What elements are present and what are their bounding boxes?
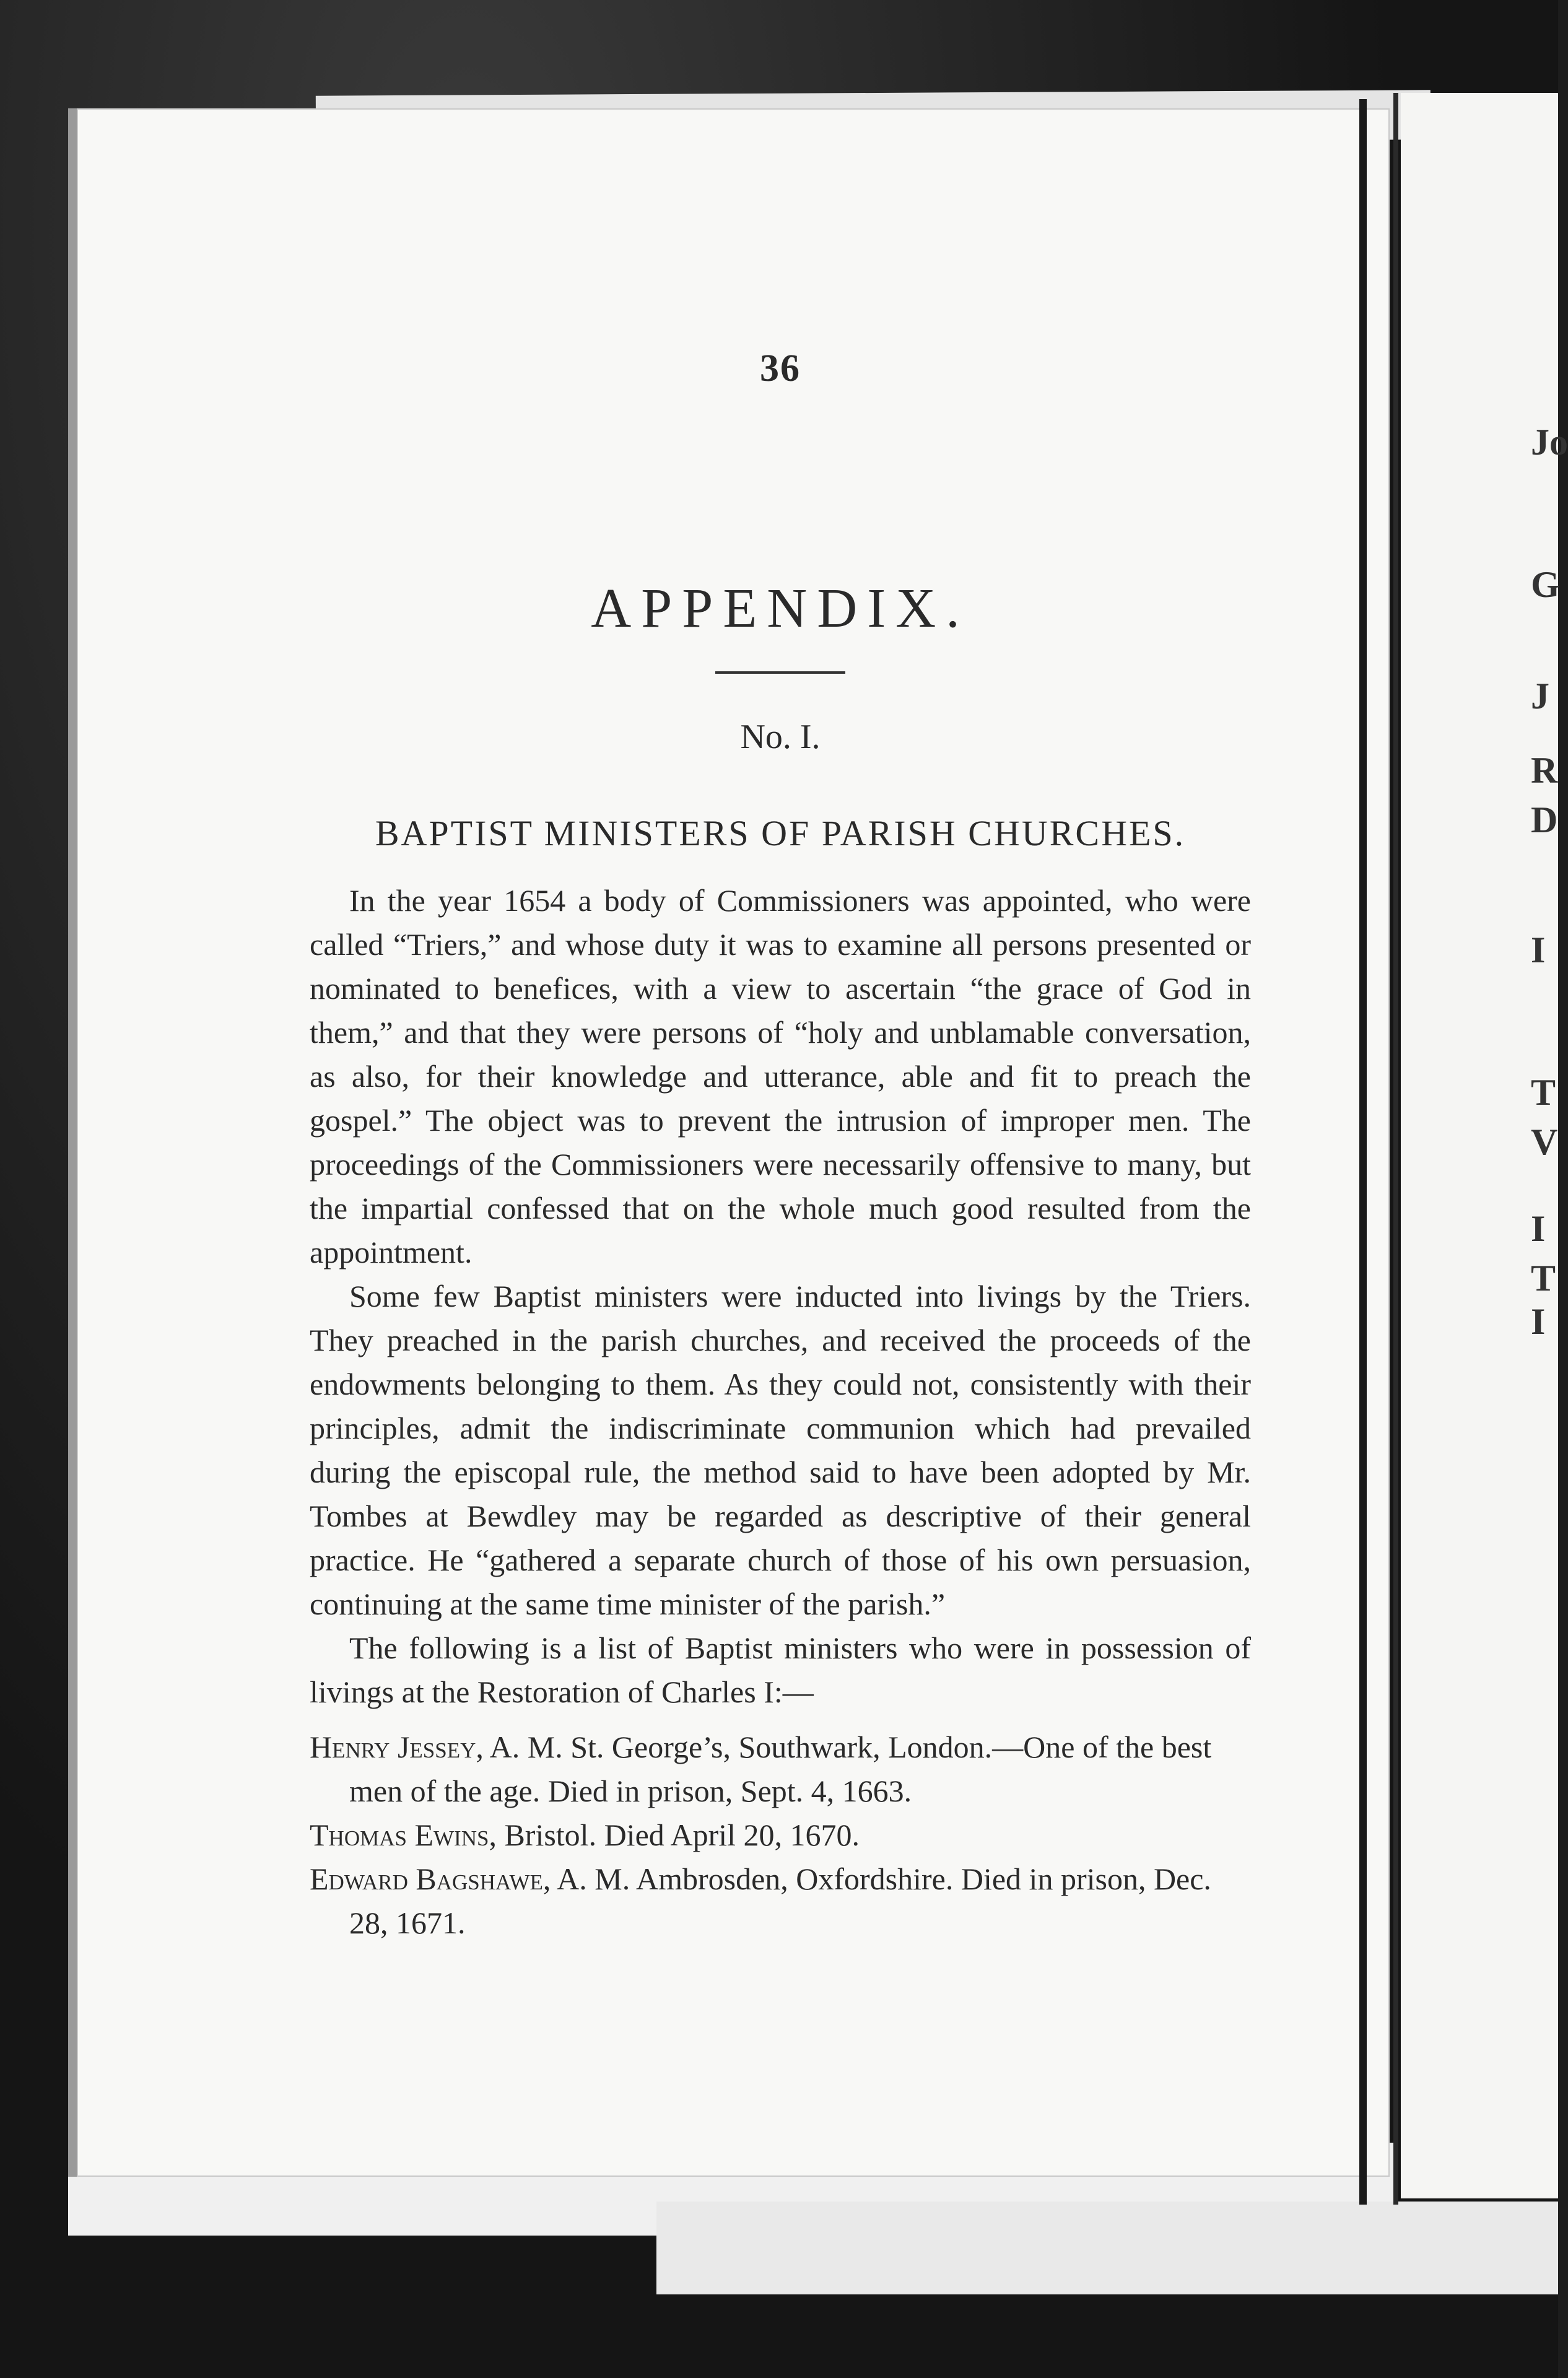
paragraph-baptist-ministers: Some few Baptist ministers were inducted into livings by the Triers. They preached in the parish churches, and received the proceeds of the endowments belonging to them. As they could not, consistently with their principles, admit the indiscriminate communion which had prevailed during the episcopal rule, the method said to have been adopted by Mr. Tombes at Bewdley may be regarded as descriptive of their general practice. He “gathered a separate church of those of his own persuasion, continuing at the same time minister of the parish.” — [310, 1279, 1251, 1621]
right-page-text: I — [1531, 930, 1546, 970]
minister-details: , A. M. Ambrosden, Oxfordshire. Died in prison, Dec. 28, 1671. — [349, 1862, 1211, 1940]
right-page-text: I — [1531, 1208, 1546, 1249]
ministers-list — [310, 1725, 1251, 1945]
minister-details: , A. M. St. George’s, Southwark, London.—One of the best men of the age. Died in prison, Sept. 4, 1663. — [349, 1730, 1212, 1808]
right-page-fragment — [1401, 93, 1568, 2198]
title-rule — [715, 671, 845, 674]
right-page-text: I — [1531, 1301, 1546, 1342]
book-spine — [1359, 99, 1367, 2205]
right-page-text: V — [1531, 1121, 1558, 1162]
minister-name: Thomas Ewins — [310, 1818, 489, 1852]
paragraph-list-intro: The following is a list of Baptist ministers who were in possession of livings at the Restoration of Charles I:— — [310, 1631, 1251, 1709]
appendix-title: APPENDIX. — [591, 578, 970, 639]
paragraph-triers: In the year 1654 a body of Commissioners was appointed, who were called “Triers,” and whose duty it was to examine all persons presented or nominated to benefices, with a view to ascertain “the grace of God in them,” and that they were persons of “holy and unblamable conversation, as also, for their knowledge and utterance, able and fit to preach the gospel.” The object was to prevent the intrusion of improper men. The proceedings of the Commissioners were necessarily offensive to many, but the impartial confessed that on the whole much good resulted from the appointment. — [310, 883, 1251, 1270]
list-item — [310, 1813, 1251, 1857]
minister-name: Henry Jessey — [310, 1730, 476, 1764]
right-page-text: D — [1531, 799, 1558, 840]
right-page-text: Jo — [1531, 422, 1568, 463]
page-content — [310, 347, 1251, 1945]
section-number: No. I. — [740, 718, 821, 756]
right-page-text: T — [1531, 1072, 1556, 1113]
minister-name: Edward Bagshawe — [310, 1862, 543, 1896]
book-spine-shadow — [1393, 93, 1398, 2205]
section-title: BAPTIST MINISTERS OF PARISH CHURCHES. — [375, 813, 1186, 853]
right-page-text: G — [1531, 564, 1560, 605]
right-page-text: T — [1531, 1258, 1556, 1299]
list-item — [310, 1725, 1251, 1813]
page-number: 36 — [760, 347, 801, 390]
minister-details: , Bristol. Died April 20, 1670. — [489, 1818, 860, 1852]
bottom-page-edge — [656, 2202, 1558, 2294]
right-page-text: J — [1531, 676, 1549, 716]
right-page-text: R — [1531, 750, 1558, 791]
list-item — [310, 1857, 1251, 1945]
